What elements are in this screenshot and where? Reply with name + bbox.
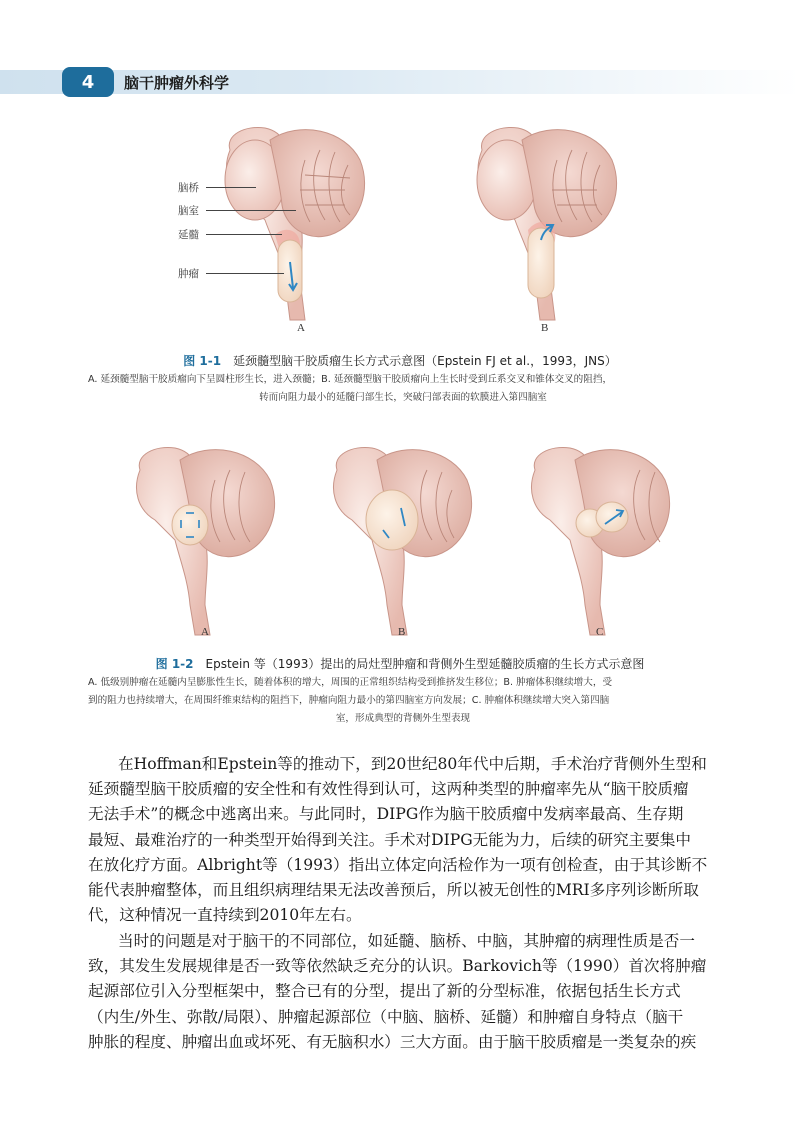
- figure-1-2-caption-title: [0, 655, 800, 672]
- figure-1-2-panel-b: [333, 447, 471, 635]
- figure-1-1-caption-body: [88, 371, 718, 407]
- leader-pons: [206, 187, 256, 188]
- leader-tumor: [206, 273, 284, 274]
- figure-1-1-panel-b: [477, 127, 617, 320]
- paragraph-line: 延颈髓型脑干胶质瘤的安全性和有效性得到认可，这两种类型的肿瘤率先从“脑干胶质瘤: [88, 780, 689, 799]
- figure-1-2-letter-a: A: [201, 626, 209, 638]
- label-medulla: 延髓: [178, 229, 199, 241]
- paragraph-line: 肿胀的程度、肿瘤出血或坏死、有无脑积水）三大方面。由于脑干胶质瘤是一类复杂的疾: [88, 1032, 697, 1051]
- figure-1-1-caption-line: 转而向阻力最小的延髓闩部生长，突破闩部表面的软膜进入第四脑室: [259, 392, 547, 403]
- figure-1-2-caption-line: 到的阻力也持续增大，在周围纤维束结构的阻挡下，肿瘤向阻力最小的第四脑室方向发展；C. 肿瘤体积继续增大突入第四脑: [88, 695, 610, 706]
- leader-ventricle: [206, 210, 296, 211]
- paragraph-line: 在放化疗方面。Albright等（1993）指出立体定向活检作为一项有创检查，由于其诊断不: [88, 855, 708, 874]
- body-paragraph-1: [88, 752, 718, 928]
- figure-1-1-number: 图 1-1: [183, 354, 222, 368]
- paragraph-line: 致，其发生发展规律是否一致等依然缺乏充分的认识。Barkovich等（1990）首次将肿瘤: [88, 957, 707, 976]
- paragraph-line: 代，这种情况一直持续到2010年左右。: [88, 906, 362, 925]
- leader-medulla: [206, 234, 282, 235]
- figure-1-2-letter-b: B: [398, 626, 406, 638]
- figure-1-1-caption-line: A. 延颈髓型脑干胶质瘤向下呈圆柱形生长，进入颈髓；B. 延颈髓型脑干胶质瘤向上生长时受到丘系交叉和锥体交叉的阻挡，: [88, 374, 613, 385]
- figure-1-1-panel-a: [225, 127, 365, 320]
- figure-1-2-caption-body: [88, 674, 718, 728]
- figure-1-2-panel-c: [531, 447, 669, 635]
- figure-1-2-letter-c: C: [596, 626, 604, 638]
- paragraph-line: 无法手术”的概念中逃离出来。与此同时，DIPG作为脑干胶质瘤中发病率最高、生存期: [88, 805, 684, 824]
- paragraph-line: 最短、最难治疗的一种类型开始得到关注。手术对DIPG无能为力，后续的研究主要集中: [88, 830, 691, 849]
- paragraph-line: 能代表肿瘤整体，而且组织病理结果无法改善预后，所以被无创性的MRI多序列诊断所取: [88, 881, 699, 900]
- paragraph-line: （内生/外生、弥散/局限）、肿瘤起源部位（中脑、脑桥、延髓）和肿瘤自身特点（脑干: [88, 1007, 684, 1026]
- body-paragraph-2: [88, 929, 718, 1055]
- paragraph-line: 在Hoffman和Epstein等的推动下，到20世纪80年代中后期，手术治疗背侧外生型和: [118, 755, 707, 773]
- figure-1-2-panel-a: [136, 447, 274, 635]
- figure-1-1-letter-a: A: [297, 322, 305, 334]
- figure-1-1-title: 延颈髓型脑干胶质瘤生长方式示意图（Epstein FJ et al.，1993，JNS）: [233, 354, 617, 368]
- figure-1-2-number: 图 1-2: [155, 657, 194, 671]
- page-number: 4: [62, 67, 114, 97]
- label-pons: 脑桥: [178, 182, 199, 194]
- figure-1-1-letter-b: B: [541, 322, 549, 334]
- label-ventricle: 脑室: [178, 205, 199, 217]
- figure-1-1-caption-title: [0, 352, 800, 369]
- book-title: 脑干肿瘤外科学: [124, 74, 230, 92]
- figure-1-2-caption-line: 室，形成典型的背侧外生型表现: [335, 713, 471, 724]
- figure-1-2-caption-line: A. 低级别肿瘤在延髓内呈膨胀性生长，随着体积的增大，周围的正常组织结构受到推挤发生移位；B. 肿瘤体积继续增大，受: [88, 677, 613, 688]
- paragraph-line: 当时的问题是对于脑干的不同部位，如延髓、脑桥、中脑，其肿瘤的病理性质是否一: [118, 932, 695, 950]
- paragraph-line: 起源部位引入分型框架中，整合已有的分型，提出了新的分型标准，依据包括生长方式: [88, 982, 681, 1001]
- figure-1-2-title: Epstein 等（1993）提出的局灶型肿瘤和背侧外生型延髓胶质瘤的生长方式示意图: [205, 657, 645, 671]
- label-tumor: 肿瘤: [178, 268, 199, 280]
- figure-1-2-illustration: [0, 420, 800, 640]
